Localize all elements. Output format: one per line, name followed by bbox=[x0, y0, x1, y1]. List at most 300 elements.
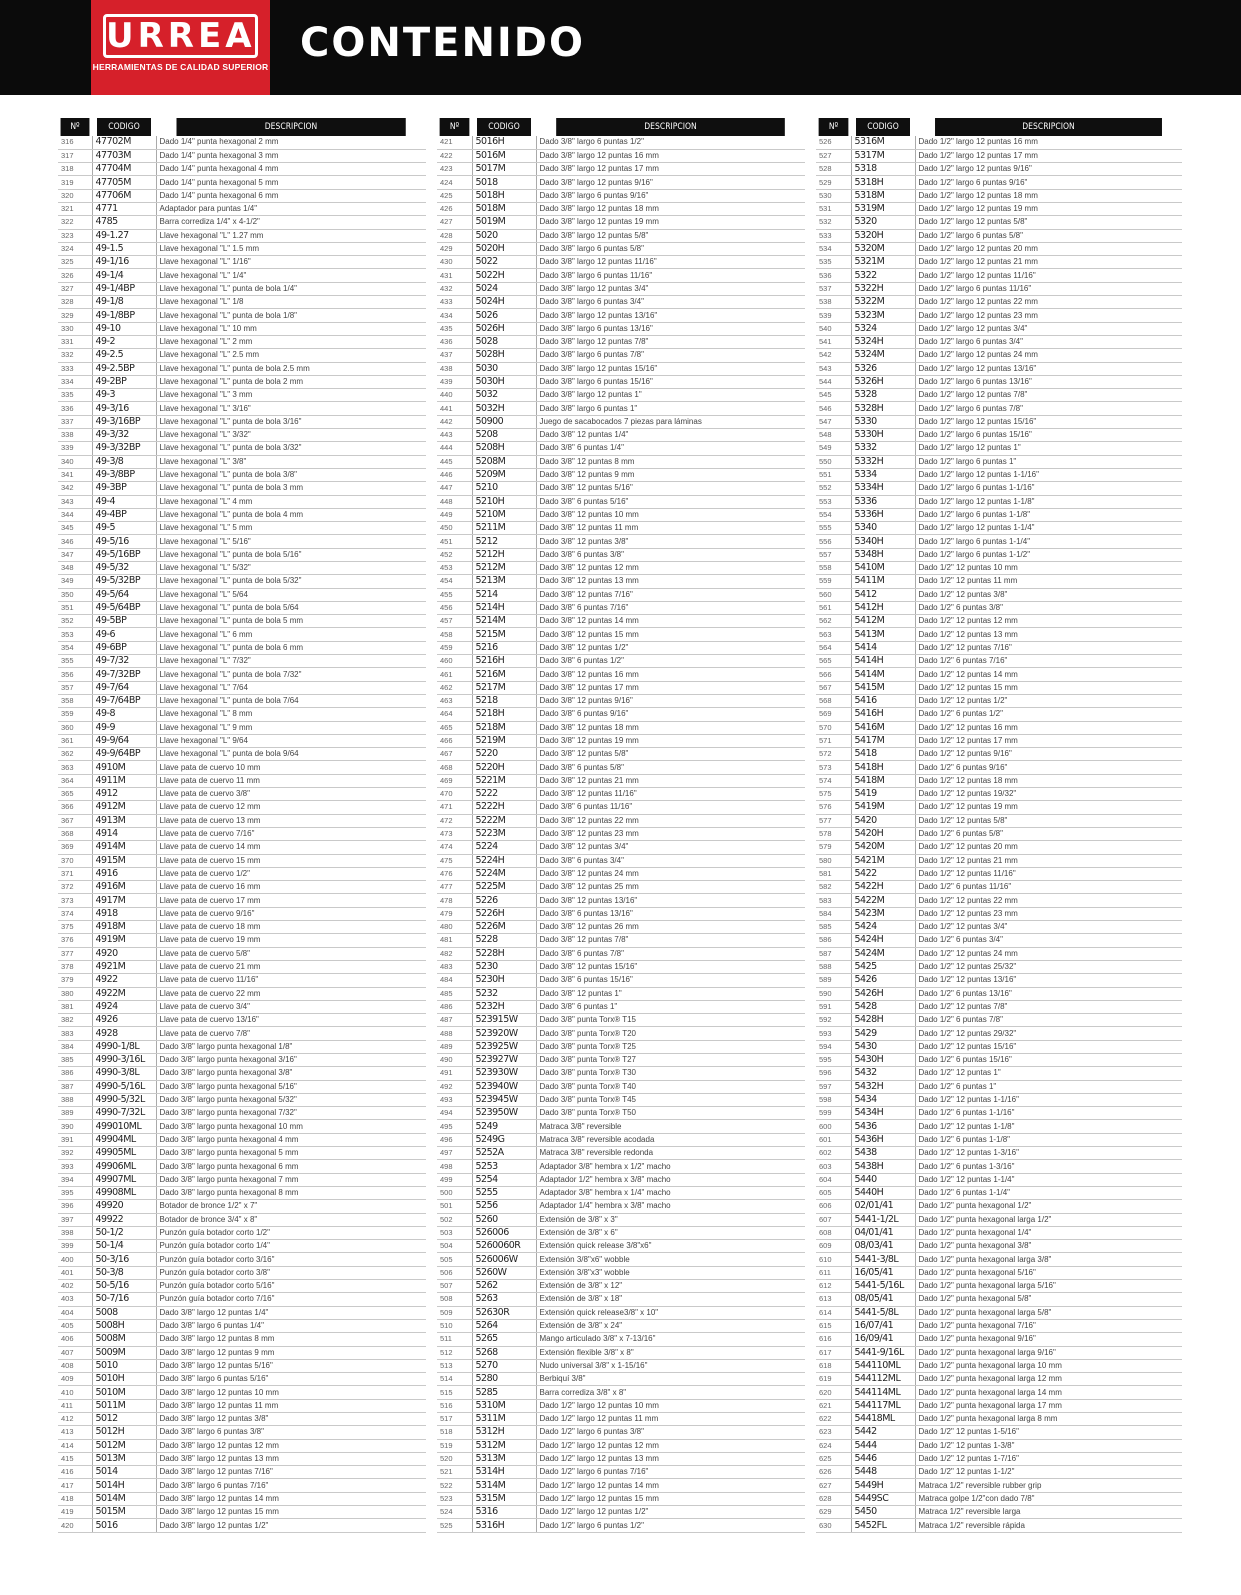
item-code: 5013M bbox=[92, 1452, 156, 1465]
item-number: 353 bbox=[58, 628, 92, 641]
item-number: 481 bbox=[437, 934, 472, 947]
table-row bbox=[437, 349, 805, 362]
table-row bbox=[58, 1160, 426, 1173]
item-number: 518 bbox=[437, 1426, 472, 1439]
table-row bbox=[816, 1014, 1182, 1027]
table-row bbox=[437, 176, 805, 189]
item-code: 5265 bbox=[472, 1333, 536, 1346]
item-code: 5336H bbox=[851, 508, 915, 521]
item-description: Dado 1/2" largo 12 puntas 17 mm bbox=[915, 149, 1182, 162]
table-row bbox=[58, 1014, 426, 1027]
item-description: Dado 3/8" largo punta hexagonal 1/8" bbox=[156, 1040, 426, 1053]
table-row bbox=[816, 1333, 1182, 1346]
item-number: 546 bbox=[816, 402, 851, 415]
item-code: 5232 bbox=[472, 987, 536, 1000]
item-number: 411 bbox=[58, 1399, 92, 1412]
item-number: 622 bbox=[816, 1413, 851, 1426]
item-code: 5224 bbox=[472, 841, 536, 854]
table-row bbox=[437, 389, 805, 402]
item-number: 354 bbox=[58, 641, 92, 654]
item-number: 402 bbox=[58, 1280, 92, 1293]
item-description: Matraca golpe 1/2"con dado 7/8" bbox=[915, 1492, 1182, 1505]
table-row bbox=[816, 1280, 1182, 1293]
item-number: 442 bbox=[437, 415, 472, 428]
item-number: 557 bbox=[816, 548, 851, 561]
item-number: 358 bbox=[58, 694, 92, 707]
item-description: Llave pata de cuervo 19 mm bbox=[156, 934, 426, 947]
item-number: 357 bbox=[58, 681, 92, 694]
item-description: Llave pata de cuervo 7/16" bbox=[156, 827, 426, 840]
item-number: 360 bbox=[58, 721, 92, 734]
item-number: 461 bbox=[437, 668, 472, 681]
item-number: 561 bbox=[816, 601, 851, 614]
item-description: Barra corrediza 1/4" x 4-1/2" bbox=[156, 216, 426, 229]
table-row bbox=[58, 907, 426, 920]
item-code: 4990-1/8L bbox=[92, 1040, 156, 1053]
item-description: Dado 1/2" largo 12 puntas 11/16" bbox=[915, 269, 1182, 282]
table-row bbox=[437, 1213, 805, 1226]
item-code: 4990-3/16L bbox=[92, 1053, 156, 1066]
item-number: 538 bbox=[816, 296, 851, 309]
item-description: Dado 1/2" 12 puntas 1-3/8" bbox=[915, 1439, 1182, 1452]
table-row bbox=[437, 960, 805, 973]
table-row bbox=[437, 256, 805, 269]
item-description: Dado 1/2" 6 puntas 1-1/4" bbox=[915, 1186, 1182, 1199]
item-number: 344 bbox=[58, 508, 92, 521]
item-description: Dado 3/8" largo punta hexagonal 3/8" bbox=[156, 1067, 426, 1080]
item-code: 5438 bbox=[851, 1147, 915, 1160]
item-number: 440 bbox=[437, 389, 472, 402]
item-number: 333 bbox=[58, 362, 92, 375]
item-description: Llave hexagonal "L" 9 mm bbox=[156, 721, 426, 734]
item-number: 370 bbox=[58, 854, 92, 867]
table-row bbox=[816, 282, 1182, 295]
item-description: Llave hexagonal "L" punta de bola 5/16" bbox=[156, 548, 426, 561]
item-code: 49-1/4BP bbox=[92, 282, 156, 295]
item-number: 519 bbox=[437, 1439, 472, 1452]
table-row bbox=[437, 668, 805, 681]
item-number: 506 bbox=[437, 1266, 472, 1279]
item-number: 612 bbox=[816, 1280, 851, 1293]
item-code: 523940W bbox=[472, 1080, 536, 1093]
item-description: Dado 3/8" largo 12 puntas 3/4" bbox=[536, 282, 805, 295]
table-row bbox=[437, 1519, 805, 1532]
item-number: 359 bbox=[58, 708, 92, 721]
item-description: Dado 3/8" 12 puntas 21 mm bbox=[536, 774, 805, 787]
table-row bbox=[816, 1479, 1182, 1492]
item-code: 5430 bbox=[851, 1040, 915, 1053]
table-row bbox=[437, 681, 805, 694]
item-code: 5312M bbox=[472, 1439, 536, 1452]
item-number: 499 bbox=[437, 1173, 472, 1186]
item-number: 456 bbox=[437, 601, 472, 614]
item-code: 5328 bbox=[851, 389, 915, 402]
item-code: 49-5BP bbox=[92, 615, 156, 628]
item-code: 5030H bbox=[472, 375, 536, 388]
item-description: Dado 1/2" largo 12 puntas 24 mm bbox=[915, 349, 1182, 362]
table-row bbox=[58, 1492, 426, 1505]
item-number: 516 bbox=[437, 1399, 472, 1412]
item-code: 49-5/16 bbox=[92, 535, 156, 548]
item-number: 361 bbox=[58, 734, 92, 747]
item-code: 5028H bbox=[472, 349, 536, 362]
item-description: Dado 1/2" 12 puntas 1-5/16" bbox=[915, 1426, 1182, 1439]
item-code: 5430H bbox=[851, 1053, 915, 1066]
item-description: Llave hexagonal "L" punta de bola 4 mm bbox=[156, 508, 426, 521]
item-description: Dado 3/8" largo 6 puntas 3/8" bbox=[156, 1426, 426, 1439]
item-code: 49-3/32 bbox=[92, 429, 156, 442]
item-number: 548 bbox=[816, 429, 851, 442]
item-number: 556 bbox=[816, 535, 851, 548]
item-description: Llave hexagonal "L" 7/32" bbox=[156, 655, 426, 668]
item-description: Dado 1/2" 12 puntas 19/32" bbox=[915, 788, 1182, 801]
table-row bbox=[816, 641, 1182, 654]
table-row bbox=[437, 375, 805, 388]
item-number: 603 bbox=[816, 1160, 851, 1173]
item-description: Dado 1/2" 6 puntas 1-1/16" bbox=[915, 1107, 1182, 1120]
item-number: 583 bbox=[816, 894, 851, 907]
item-description: Llave pata de cuervo 7/8" bbox=[156, 1027, 426, 1040]
table-row bbox=[816, 1173, 1182, 1186]
item-code: 5318 bbox=[851, 163, 915, 176]
item-code: 5249 bbox=[472, 1120, 536, 1133]
item-description: Llave hexagonal "L" punta de bola 9/64 bbox=[156, 748, 426, 761]
item-number: 417 bbox=[58, 1479, 92, 1492]
item-description: Dado 1/2" largo 12 puntas 18 mm bbox=[915, 189, 1182, 202]
item-code: 49-6 bbox=[92, 628, 156, 641]
item-number: 375 bbox=[58, 921, 92, 934]
item-number: 483 bbox=[437, 960, 472, 973]
item-description: Dado 3/8" largo 6 puntas 11/16" bbox=[536, 269, 805, 282]
item-description: Llave hexagonal "L" punta de bola 3/32" bbox=[156, 442, 426, 455]
table-row bbox=[816, 1120, 1182, 1133]
item-code: 5322H bbox=[851, 282, 915, 295]
table-row bbox=[816, 1506, 1182, 1519]
table-row bbox=[58, 668, 426, 681]
item-description: Dado 3/8" punta Torx® T30 bbox=[536, 1067, 805, 1080]
item-number: 439 bbox=[437, 375, 472, 388]
item-number: 549 bbox=[816, 442, 851, 455]
item-code: 5414M bbox=[851, 668, 915, 681]
contents-table-1 bbox=[58, 118, 426, 1533]
table-row bbox=[58, 402, 426, 415]
item-code: 5422 bbox=[851, 867, 915, 880]
table-row bbox=[58, 362, 426, 375]
item-number: 629 bbox=[816, 1506, 851, 1519]
item-description: Dado 1/2" largo 12 puntas 13/16" bbox=[915, 362, 1182, 375]
item-number: 433 bbox=[437, 296, 472, 309]
item-code: 4922 bbox=[92, 974, 156, 987]
table-row bbox=[58, 1107, 426, 1120]
item-number: 326 bbox=[58, 269, 92, 282]
item-number: 578 bbox=[816, 827, 851, 840]
table-row bbox=[437, 921, 805, 934]
table-row bbox=[437, 1479, 805, 1492]
item-code: 5256 bbox=[472, 1200, 536, 1213]
item-description: Dado 3/8" 12 puntas 1" bbox=[536, 987, 805, 1000]
table-row bbox=[58, 1519, 426, 1532]
item-code: 5213M bbox=[472, 575, 536, 588]
col-header-num: Nº bbox=[440, 118, 470, 136]
item-code: 49-3/8BP bbox=[92, 468, 156, 481]
table-row bbox=[816, 1519, 1182, 1532]
item-description: Dado 3/8" largo 12 puntas 5/16" bbox=[156, 1359, 426, 1372]
item-description: Dado 3/8" 6 puntas 1" bbox=[536, 1000, 805, 1013]
item-number: 480 bbox=[437, 921, 472, 934]
item-description: Llave pata de cuervo 17 mm bbox=[156, 894, 426, 907]
table-row bbox=[58, 1240, 426, 1253]
item-number: 387 bbox=[58, 1080, 92, 1093]
table-row bbox=[58, 562, 426, 575]
item-number: 415 bbox=[58, 1452, 92, 1465]
table-row bbox=[437, 482, 805, 495]
item-number: 347 bbox=[58, 548, 92, 561]
table-row bbox=[816, 628, 1182, 641]
item-code: 5449H bbox=[851, 1479, 915, 1492]
table-row bbox=[437, 694, 805, 707]
item-number: 525 bbox=[437, 1519, 472, 1532]
item-description: Dado 1/2" largo 12 puntas 13 mm bbox=[536, 1452, 805, 1465]
item-code: 49-3/32BP bbox=[92, 442, 156, 455]
table-row bbox=[816, 269, 1182, 282]
table-row bbox=[816, 442, 1182, 455]
item-description: Adaptador 1/2" hembra x 3/8" macho bbox=[536, 1173, 805, 1186]
item-description: Llave pata de cuervo 11/16" bbox=[156, 974, 426, 987]
item-number: 567 bbox=[816, 681, 851, 694]
item-code: 4916M bbox=[92, 881, 156, 894]
col-header-desc: DESCRIPCION bbox=[176, 118, 406, 136]
table-row bbox=[816, 921, 1182, 934]
table-row bbox=[816, 468, 1182, 481]
item-code: 5230 bbox=[472, 960, 536, 973]
item-code: 4785 bbox=[92, 216, 156, 229]
table-row bbox=[816, 1160, 1182, 1173]
table-row bbox=[816, 867, 1182, 880]
item-description: Extensión de 3/8" x 12" bbox=[536, 1280, 805, 1293]
item-description: Dado 1/2" punta hexagonal larga 1/2" bbox=[915, 1213, 1182, 1226]
table-row bbox=[58, 1426, 426, 1439]
table-row bbox=[816, 960, 1182, 973]
item-description: Dado 3/8" 12 puntas 13 mm bbox=[536, 575, 805, 588]
item-code: 47702M bbox=[92, 136, 156, 149]
table-row bbox=[58, 535, 426, 548]
item-code: 5348H bbox=[851, 548, 915, 561]
item-code: 4915M bbox=[92, 854, 156, 867]
table-row bbox=[58, 1333, 426, 1346]
item-number: 385 bbox=[58, 1053, 92, 1066]
item-number: 424 bbox=[437, 176, 472, 189]
item-code: 47705M bbox=[92, 176, 156, 189]
table-row bbox=[816, 1319, 1182, 1332]
table-row bbox=[816, 708, 1182, 721]
table-row bbox=[437, 721, 805, 734]
item-description: Dado 3/8" 12 puntas 13/16" bbox=[536, 894, 805, 907]
item-code: 5418H bbox=[851, 761, 915, 774]
item-code: 50900 bbox=[472, 415, 536, 428]
table-row bbox=[58, 1399, 426, 1412]
item-description: Llave hexagonal "L" 3/16" bbox=[156, 402, 426, 415]
table-row bbox=[816, 415, 1182, 428]
item-number: 401 bbox=[58, 1266, 92, 1279]
table-row bbox=[58, 655, 426, 668]
item-number: 388 bbox=[58, 1093, 92, 1106]
item-description: Dado 1/2" largo 12 puntas 1-1/8" bbox=[915, 495, 1182, 508]
table-row bbox=[58, 1133, 426, 1146]
item-number: 523 bbox=[437, 1492, 472, 1505]
item-description: Dado 1/2" 6 puntas 7/8" bbox=[915, 1014, 1182, 1027]
table-row bbox=[58, 522, 426, 535]
item-code: 5440 bbox=[851, 1173, 915, 1186]
table-row bbox=[437, 1200, 805, 1213]
item-code: 5208 bbox=[472, 429, 536, 442]
item-number: 590 bbox=[816, 987, 851, 1000]
item-number: 512 bbox=[437, 1346, 472, 1359]
item-code: 4911M bbox=[92, 774, 156, 787]
item-code: 49-2 bbox=[92, 335, 156, 348]
item-description: Dado 3/8" 6 puntas 5/8" bbox=[536, 761, 805, 774]
item-number: 562 bbox=[816, 615, 851, 628]
item-number: 495 bbox=[437, 1120, 472, 1133]
item-description: Dado 3/8" largo 12 puntas 1/2" bbox=[156, 1519, 426, 1532]
item-code: 5224M bbox=[472, 867, 536, 880]
table-row bbox=[816, 1000, 1182, 1013]
item-number: 447 bbox=[437, 482, 472, 495]
table-row bbox=[58, 708, 426, 721]
item-code: 5421M bbox=[851, 854, 915, 867]
table-row bbox=[58, 1346, 426, 1359]
item-description: Llave pata de cuervo 3/4" bbox=[156, 1000, 426, 1013]
item-code: 50-7/16 bbox=[92, 1293, 156, 1306]
item-description: Dado 1/2" 12 puntas 21 mm bbox=[915, 854, 1182, 867]
item-number: 397 bbox=[58, 1213, 92, 1226]
table-row bbox=[816, 229, 1182, 242]
item-number: 568 bbox=[816, 694, 851, 707]
table-row bbox=[816, 1306, 1182, 1319]
item-description: Dado 3/8" 12 puntas 9/16" bbox=[536, 694, 805, 707]
item-number: 319 bbox=[58, 176, 92, 189]
table-row bbox=[437, 641, 805, 654]
item-number: 393 bbox=[58, 1160, 92, 1173]
item-code: 4990-5/16L bbox=[92, 1080, 156, 1093]
item-number: 386 bbox=[58, 1067, 92, 1080]
item-description: Dado 3/8" largo punta hexagonal 3/16" bbox=[156, 1053, 426, 1066]
table-row bbox=[58, 282, 426, 295]
item-number: 500 bbox=[437, 1186, 472, 1199]
item-code: 16/07/41 bbox=[851, 1319, 915, 1332]
table-row bbox=[437, 907, 805, 920]
table-row bbox=[437, 1067, 805, 1080]
item-code: 16/05/41 bbox=[851, 1266, 915, 1279]
item-code: 5448 bbox=[851, 1466, 915, 1479]
item-code: 47704M bbox=[92, 163, 156, 176]
item-number: 611 bbox=[816, 1266, 851, 1279]
item-number: 443 bbox=[437, 429, 472, 442]
item-code: 5210M bbox=[472, 508, 536, 521]
item-code: 5311M bbox=[472, 1413, 536, 1426]
item-code: 49920 bbox=[92, 1200, 156, 1213]
item-code: 5209M bbox=[472, 468, 536, 481]
item-code: 5429 bbox=[851, 1027, 915, 1040]
item-description: Dado 3/8" largo 12 puntas 15/16" bbox=[536, 362, 805, 375]
table-row bbox=[437, 1413, 805, 1426]
item-description: Dado 3/8" 12 puntas 23 mm bbox=[536, 827, 805, 840]
item-description: Dado 1/2" punta hexagonal 5/8" bbox=[915, 1293, 1182, 1306]
table-row bbox=[58, 468, 426, 481]
item-number: 601 bbox=[816, 1133, 851, 1146]
table-row bbox=[58, 375, 426, 388]
item-description: Dado 3/8" largo punta hexagonal 4 mm bbox=[156, 1133, 426, 1146]
item-number: 446 bbox=[437, 468, 472, 481]
item-code: 4926 bbox=[92, 1014, 156, 1027]
item-number: 372 bbox=[58, 881, 92, 894]
table-row bbox=[437, 282, 805, 295]
item-description: Extensión de 3/8" x 6" bbox=[536, 1226, 805, 1239]
item-number: 584 bbox=[816, 907, 851, 920]
item-code: 5428H bbox=[851, 1014, 915, 1027]
table-row bbox=[58, 987, 426, 1000]
item-number: 573 bbox=[816, 761, 851, 774]
item-code: 5428 bbox=[851, 1000, 915, 1013]
item-description: Dado 3/8" largo punta hexagonal 5/32" bbox=[156, 1093, 426, 1106]
item-number: 345 bbox=[58, 522, 92, 535]
table-row bbox=[816, 242, 1182, 255]
item-description: Dado 3/8" punta Torx® T50 bbox=[536, 1107, 805, 1120]
item-description: Dado 1/2" 6 puntas 3/8" bbox=[915, 601, 1182, 614]
item-description: Dado 3/8" largo 12 puntas 13 mm bbox=[156, 1452, 426, 1465]
item-description: Llave hexagonal "L" 1/16" bbox=[156, 256, 426, 269]
item-description: Dado 3/8" largo 12 puntas 18 mm bbox=[536, 202, 805, 215]
brand-logo bbox=[91, 0, 270, 95]
item-code: 49-3 bbox=[92, 389, 156, 402]
item-description: Dado 1/2" largo 12 puntas 20 mm bbox=[915, 242, 1182, 255]
item-code: 49-2BP bbox=[92, 375, 156, 388]
item-code: 5318M bbox=[851, 189, 915, 202]
item-code: 5228H bbox=[472, 947, 536, 960]
item-description: Llave hexagonal "L" 3 mm bbox=[156, 389, 426, 402]
contents-table-3 bbox=[816, 118, 1182, 1533]
item-number: 414 bbox=[58, 1439, 92, 1452]
table-row bbox=[58, 202, 426, 215]
item-code: 5212M bbox=[472, 562, 536, 575]
item-description: Dado 1/2" punta hexagonal 3/8" bbox=[915, 1240, 1182, 1253]
table-row bbox=[58, 734, 426, 747]
item-description: Dado 3/8" largo 12 puntas 3/8" bbox=[156, 1413, 426, 1426]
item-description: Dado 1/2" largo 6 puntas 1/2" bbox=[536, 1519, 805, 1532]
item-description: Dado 1/2" punta hexagonal larga 3/8" bbox=[915, 1253, 1182, 1266]
table-row bbox=[437, 455, 805, 468]
item-description: Dado 1/2" 6 puntas 1" bbox=[915, 1080, 1182, 1093]
table-row bbox=[816, 429, 1182, 442]
item-code: 5441-9/16L bbox=[851, 1346, 915, 1359]
item-number: 426 bbox=[437, 202, 472, 215]
item-number: 600 bbox=[816, 1120, 851, 1133]
item-code: 5026 bbox=[472, 309, 536, 322]
item-description: Dado 1/2" 12 puntas 1" bbox=[915, 1067, 1182, 1080]
table-row bbox=[58, 575, 426, 588]
item-number: 428 bbox=[437, 229, 472, 242]
table-row bbox=[437, 1492, 805, 1505]
item-number: 606 bbox=[816, 1200, 851, 1213]
table-row bbox=[816, 1053, 1182, 1066]
item-number: 343 bbox=[58, 495, 92, 508]
item-code: 5326 bbox=[851, 362, 915, 375]
item-code: 49-3BP bbox=[92, 482, 156, 495]
table-row bbox=[437, 242, 805, 255]
item-description: Dado 1/2" punta hexagonal larga 8 mm bbox=[915, 1413, 1182, 1426]
item-description: Llave hexagonal "L" punta de bola 2 mm bbox=[156, 375, 426, 388]
item-description: Dado 1/4" punta hexagonal 2 mm bbox=[156, 136, 426, 149]
item-description: Punzón guía botador corto 3/8" bbox=[156, 1266, 426, 1279]
